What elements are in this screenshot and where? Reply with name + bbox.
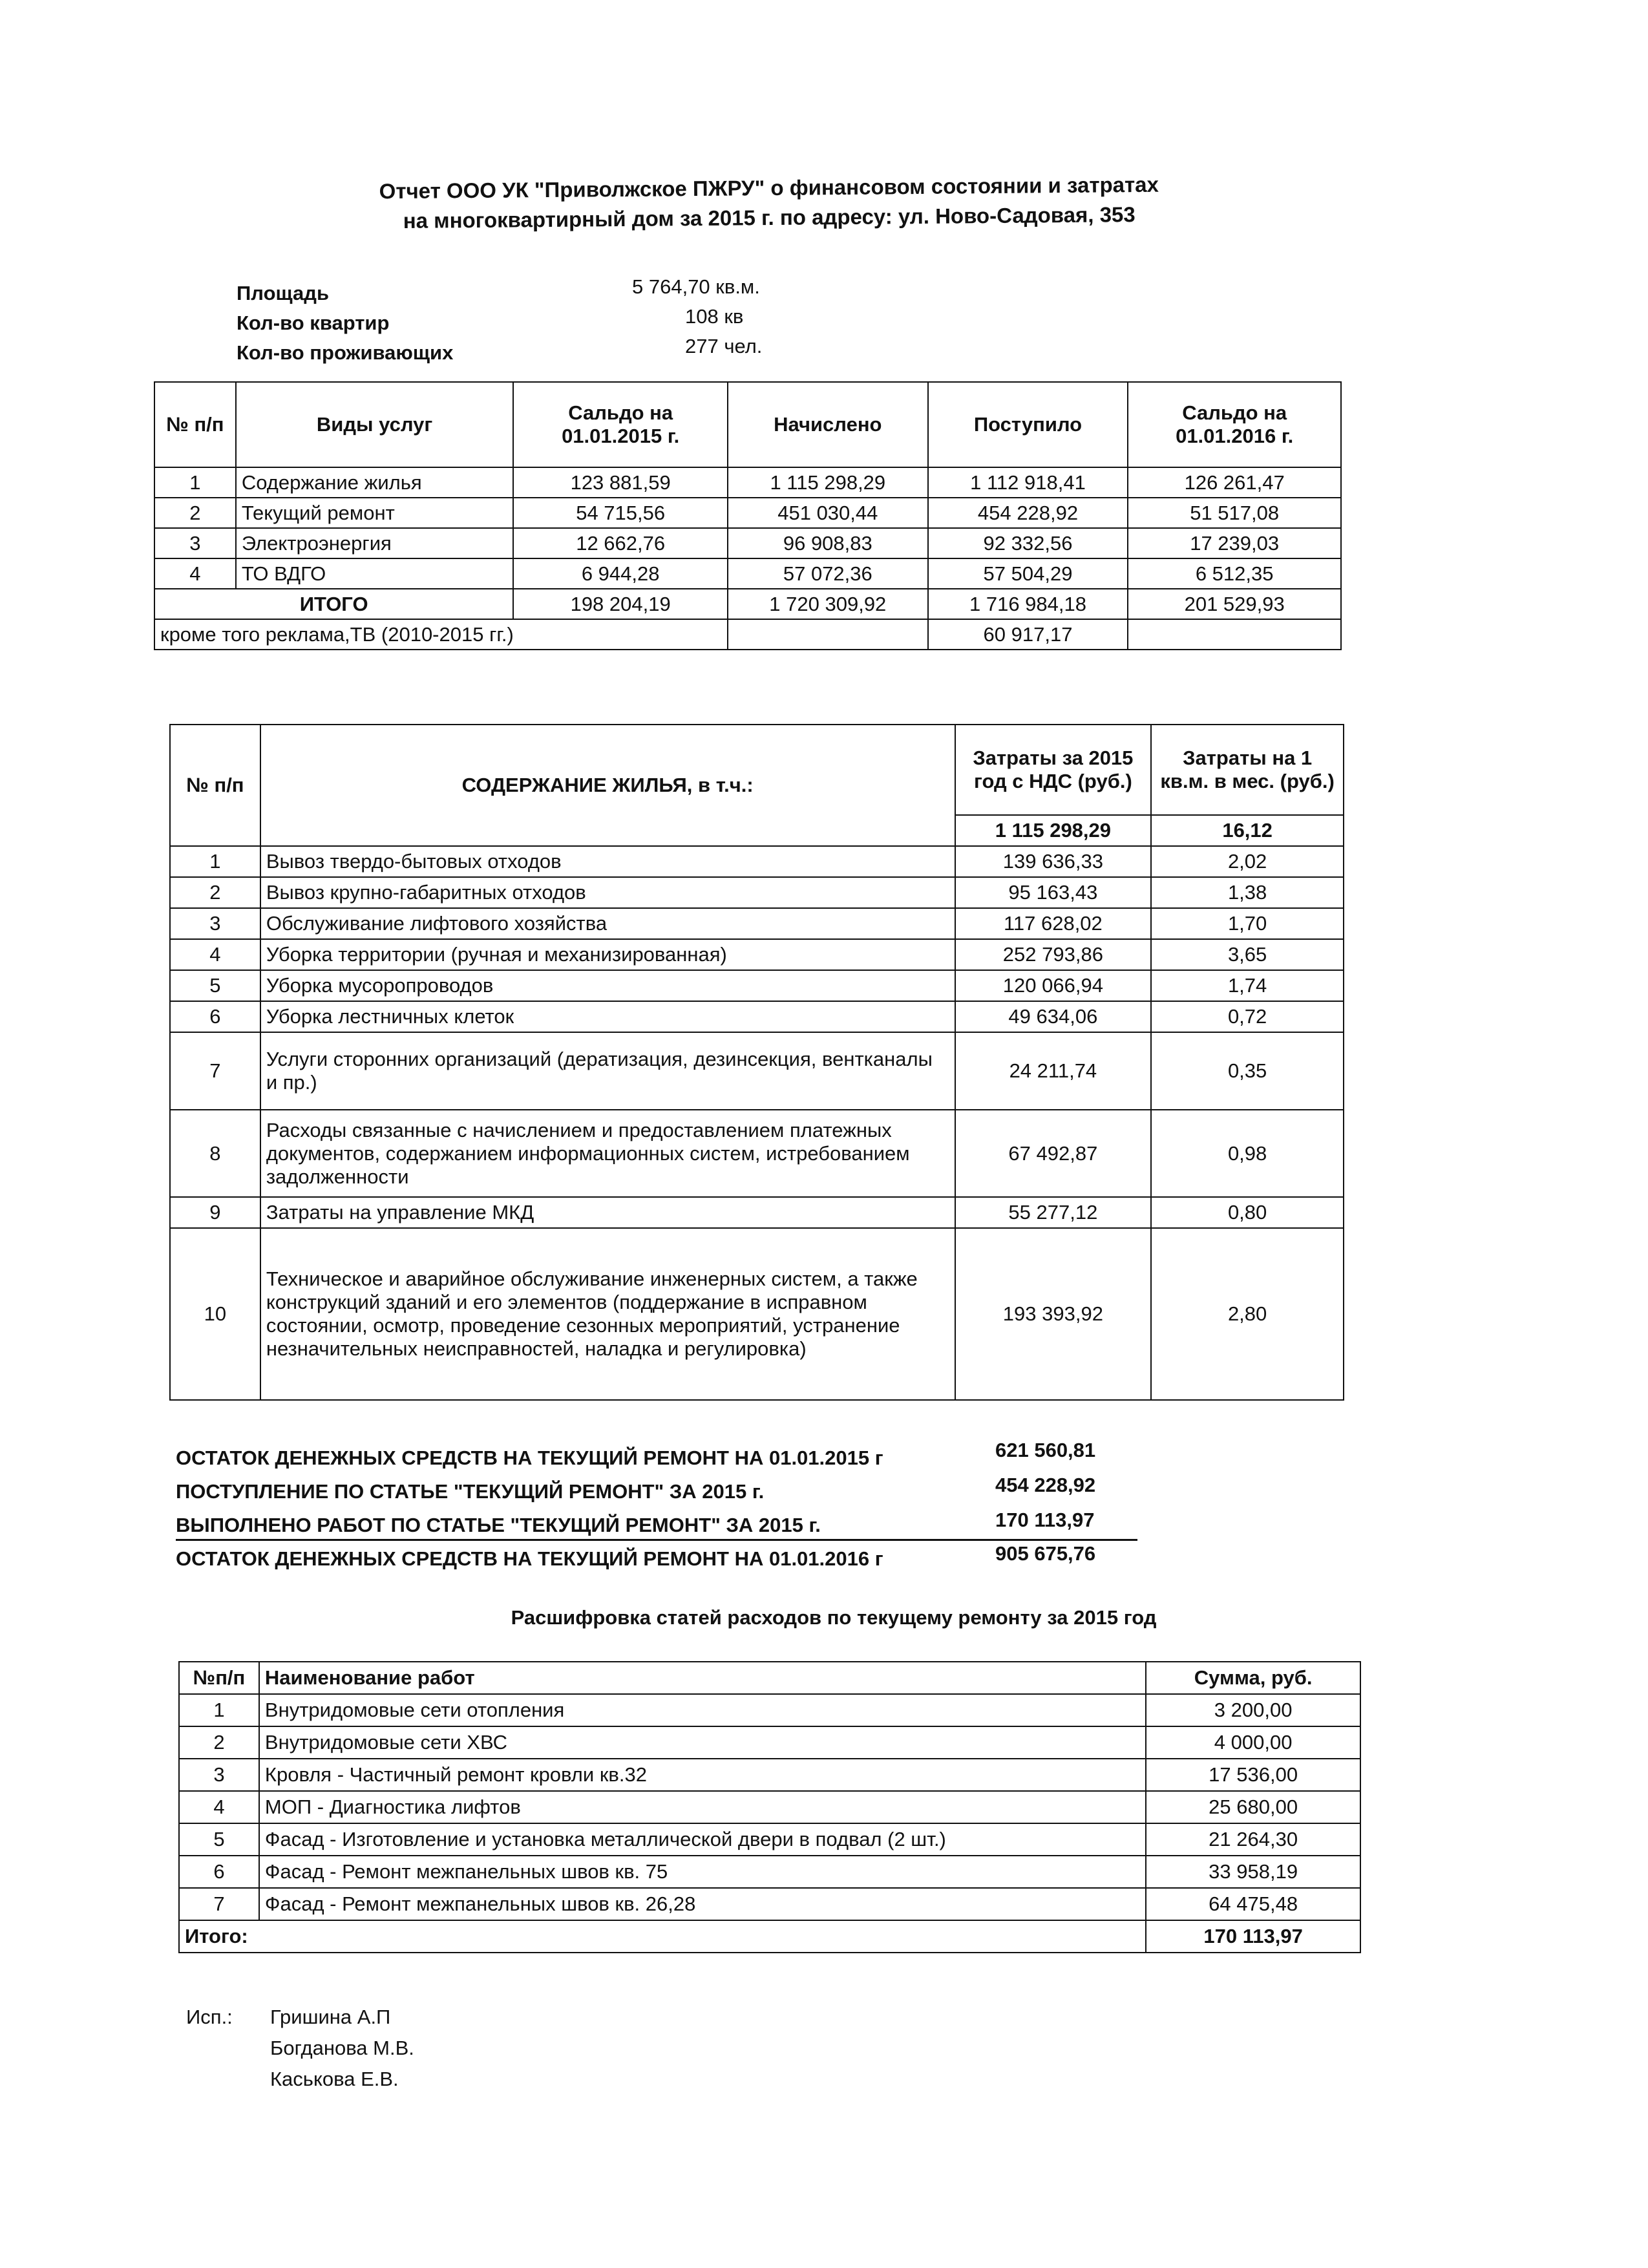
header-cell: Затраты за 2015 год с НДС (руб.) — [955, 725, 1152, 815]
item-cost: 120 066,94 — [955, 970, 1152, 1001]
header-cell: Виды услуг — [236, 382, 514, 467]
item-per-sqm: 1,70 — [1151, 908, 1344, 939]
header-cell: № п/п — [170, 725, 260, 846]
total-per-sqm: 16,12 — [1151, 815, 1344, 846]
saldo-start: 123 881,59 — [513, 467, 728, 498]
table-header-row — [154, 382, 1341, 467]
item-name: Услуги сторонних организаций (дератизация, дезинсекция, вентканалы и пр.) — [260, 1032, 955, 1110]
item-name: Уборка мусоропроводов — [260, 970, 955, 1001]
table-row — [154, 467, 1341, 498]
saldo-start: 6 944,28 — [513, 558, 728, 589]
row-number: 6 — [179, 1856, 259, 1888]
saldo-end: 51 517,08 — [1128, 498, 1341, 528]
total-row — [154, 589, 1341, 619]
item-cost: 193 393,92 — [955, 1228, 1152, 1400]
row-number: 2 — [179, 1726, 259, 1759]
table-row — [179, 1888, 1360, 1920]
total-row — [179, 1920, 1360, 1953]
report-title-line-2: на многоквартирный дом за 2015 г. по адресу: ул. Ново-Садовая, 353 — [403, 202, 1136, 233]
table-row — [154, 528, 1341, 558]
repair-fund-value: 905 675,76 — [995, 1542, 1096, 1565]
item-cost: 117 628,02 — [955, 908, 1152, 939]
received: 57 504,29 — [928, 558, 1128, 589]
row-number: 6 — [170, 1001, 260, 1032]
work-sum: 21 264,30 — [1146, 1823, 1360, 1856]
work-name: МОП - Диагностика лифтов — [259, 1791, 1146, 1823]
empty-cell — [1128, 619, 1341, 650]
item-per-sqm: 1,74 — [1151, 970, 1344, 1001]
work-sum: 17 536,00 — [1146, 1759, 1360, 1791]
charged: 96 908,83 — [728, 528, 928, 558]
header-cell: Сумма, руб. — [1146, 1662, 1360, 1694]
summary-table — [154, 381, 1342, 650]
item-cost: 24 211,74 — [955, 1032, 1152, 1110]
item-per-sqm: 2,80 — [1151, 1228, 1344, 1400]
row-number: 3 — [179, 1759, 259, 1791]
row-number: 2 — [170, 877, 260, 908]
header-cell: № п/п — [154, 382, 236, 467]
work-sum: 4 000,00 — [1146, 1726, 1360, 1759]
item-name: Вывоз крупно-габаритных отходов — [260, 877, 955, 908]
charged: 57 072,36 — [728, 558, 928, 589]
repairs-section-title: Расшифровка статей расходов по текущему ремонту за 2015 год — [511, 1606, 1157, 1629]
work-sum: 64 475,48 — [1146, 1888, 1360, 1920]
table-row — [170, 908, 1344, 939]
service-name: Текущий ремонт — [236, 498, 514, 528]
table-row — [154, 558, 1341, 589]
row-number: 3 — [154, 528, 236, 558]
row-number: 5 — [170, 970, 260, 1001]
table-row — [170, 846, 1344, 877]
divider — [176, 1539, 1137, 1541]
item-per-sqm: 2,02 — [1151, 846, 1344, 877]
row-number: 10 — [170, 1228, 260, 1400]
table-row — [170, 970, 1344, 1001]
executor-name: Богданова М.В. — [270, 2037, 414, 2059]
work-name: Фасад - Ремонт межпанельных швов кв. 26,28 — [259, 1888, 1146, 1920]
row-number: 3 — [170, 908, 260, 939]
work-sum: 3 200,00 — [1146, 1694, 1360, 1726]
total-label: ИТОГО — [154, 589, 513, 619]
saldo-end: 6 512,35 — [1128, 558, 1341, 589]
total-label: Итого: — [179, 1920, 1146, 1953]
item-cost: 67 492,87 — [955, 1110, 1152, 1197]
table-row — [179, 1726, 1360, 1759]
item-per-sqm: 0,35 — [1151, 1032, 1344, 1110]
table-row — [179, 1823, 1360, 1856]
repairs-table — [178, 1661, 1361, 1953]
work-sum: 25 680,00 — [1146, 1791, 1360, 1823]
row-number: 8 — [170, 1110, 260, 1197]
item-name: Техническое и аварийное обслуживание инженерных систем, а также конструкций зданий и его элементов (поддержание в исправном состоянии, осмотр, проведение сезонных мероприятий, устранение незначительных неисправностей, наладка и регулировка) — [260, 1228, 955, 1400]
row-number: 4 — [179, 1791, 259, 1823]
info-area-value: 5 764,70 кв.м. — [632, 275, 760, 298]
header-cell: Начислено — [728, 382, 928, 467]
work-name: Внутридомовые сети ХВС — [259, 1726, 1146, 1759]
report-title-line-1: Отчет ООО УК "Приволжское ПЖРУ" о финансовом состоянии и затратах — [379, 172, 1159, 204]
item-cost: 139 636,33 — [955, 846, 1152, 877]
info-residents-value: 277 чел. — [685, 335, 763, 357]
maintenance-table — [169, 724, 1344, 1401]
row-number: 1 — [154, 467, 236, 498]
item-cost: 95 163,43 — [955, 877, 1152, 908]
work-name: Внутридомовые сети отопления — [259, 1694, 1146, 1726]
repair-fund-label: ВЫПОЛНЕНО РАБОТ ПО СТАТЬЕ "ТЕКУЩИЙ РЕМОНТ" ЗА 2015 г. — [176, 1514, 821, 1536]
saldo-end: 126 261,47 — [1128, 467, 1341, 498]
work-name: Кровля - Частичный ремонт кровли кв.32 — [259, 1759, 1146, 1791]
item-per-sqm: 3,65 — [1151, 939, 1344, 970]
row-number: 5 — [179, 1823, 259, 1856]
executors-label: Исп.: — [186, 2006, 233, 2028]
repair-fund-value: 621 560,81 — [995, 1439, 1096, 1461]
table-row — [170, 1032, 1344, 1110]
service-name: ТО ВДГО — [236, 558, 514, 589]
saldo-start: 12 662,76 — [513, 528, 728, 558]
work-name: Фасад - Ремонт межпанельных швов кв. 75 — [259, 1856, 1146, 1888]
repair-fund-label: ОСТАТОК ДЕНЕЖНЫХ СРЕДСТВ НА ТЕКУЩИЙ РЕМОНТ НА 01.01.2015 г — [176, 1447, 883, 1469]
header-cell: Затраты на 1 кв.м. в мес. (руб.) — [1151, 725, 1344, 815]
item-name: Уборка территории (ручная и механизированная) — [260, 939, 955, 970]
empty-cell — [728, 619, 928, 650]
row-number: 7 — [170, 1032, 260, 1110]
work-sum: 33 958,19 — [1146, 1856, 1360, 1888]
item-cost: 55 277,12 — [955, 1197, 1152, 1228]
received: 92 332,56 — [928, 528, 1128, 558]
table-row — [170, 1228, 1344, 1400]
charged: 1 115 298,29 — [728, 467, 928, 498]
info-apartments-label: Кол-во квартир — [237, 312, 390, 334]
total-cost: 1 115 298,29 — [955, 815, 1152, 846]
header-cell: №п/п — [179, 1662, 259, 1694]
item-name: Затраты на управление МКД — [260, 1197, 955, 1228]
item-per-sqm: 0,72 — [1151, 1001, 1344, 1032]
executor-name: Гришина А.П — [270, 2006, 391, 2028]
table-row — [170, 939, 1344, 970]
received: 454 228,92 — [928, 498, 1128, 528]
table-header-row — [170, 725, 1344, 815]
table-header-row — [179, 1662, 1360, 1694]
item-cost: 49 634,06 — [955, 1001, 1152, 1032]
table-row — [170, 1110, 1344, 1197]
item-name: Обслуживание лифтового хозяйства — [260, 908, 955, 939]
row-number: 4 — [170, 939, 260, 970]
total-received: 1 716 984,18 — [928, 589, 1128, 619]
header-cell: Сальдо на 01.01.2015 г. — [513, 382, 728, 467]
service-name: Содержание жилья — [236, 467, 514, 498]
item-name: Вывоз твердо-бытовых отходов — [260, 846, 955, 877]
row-number: 4 — [154, 558, 236, 589]
row-number: 9 — [170, 1197, 260, 1228]
header-cell: Поступило — [928, 382, 1128, 467]
saldo-start: 54 715,56 — [513, 498, 728, 528]
total-saldo-end: 201 529,93 — [1128, 589, 1341, 619]
executor-name: Каськова Е.В. — [270, 2068, 399, 2090]
extra-received: 60 917,17 — [928, 619, 1128, 650]
item-per-sqm: 0,80 — [1151, 1197, 1344, 1228]
row-number: 1 — [170, 846, 260, 877]
report-title — [194, 168, 1345, 238]
item-name: Расходы связанные с начислением и предоставлением платежных документов, содержанием информационных систем, истребованием задолженности — [260, 1110, 955, 1197]
item-per-sqm: 1,38 — [1151, 877, 1344, 908]
info-apartments-value: 108 кв — [685, 305, 744, 328]
item-name: Уборка лестничных клеток — [260, 1001, 955, 1032]
table-row — [170, 1197, 1344, 1228]
extra-row — [154, 619, 1341, 650]
total-saldo-start: 198 204,19 — [513, 589, 728, 619]
table-row — [179, 1791, 1360, 1823]
header-cell: Сальдо на 01.01.2016 г. — [1128, 382, 1341, 467]
row-number: 1 — [179, 1694, 259, 1726]
table-row — [179, 1856, 1360, 1888]
total-charged: 1 720 309,92 — [728, 589, 928, 619]
item-cost: 252 793,86 — [955, 939, 1152, 970]
table-row — [170, 877, 1344, 908]
saldo-end: 17 239,03 — [1128, 528, 1341, 558]
received: 1 112 918,41 — [928, 467, 1128, 498]
repair-fund-label: ОСТАТОК ДЕНЕЖНЫХ СРЕДСТВ НА ТЕКУЩИЙ РЕМОНТ НА 01.01.2016 г — [176, 1547, 883, 1570]
header-cell: Наименование работ — [259, 1662, 1146, 1694]
total-sum: 170 113,97 — [1146, 1920, 1360, 1953]
row-number: 2 — [154, 498, 236, 528]
work-name: Фасад - Изготовление и установка металлической двери в подвал (2 шт.) — [259, 1823, 1146, 1856]
repair-fund-value: 170 113,97 — [995, 1509, 1095, 1531]
extra-label: кроме того реклама,ТВ (2010-2015 гг.) — [154, 619, 728, 650]
info-area-label: Площадь — [237, 282, 330, 304]
table-row — [154, 498, 1341, 528]
info-residents-label: Кол-во проживающих — [237, 341, 454, 364]
header-cell: СОДЕРЖАНИЕ ЖИЛЬЯ, в т.ч.: — [260, 725, 955, 846]
charged: 451 030,44 — [728, 498, 928, 528]
repair-fund-value: 454 228,92 — [995, 1474, 1096, 1496]
row-number: 7 — [179, 1888, 259, 1920]
table-row — [170, 1001, 1344, 1032]
item-per-sqm: 0,98 — [1151, 1110, 1344, 1197]
table-row — [179, 1694, 1360, 1726]
service-name: Электроэнергия — [236, 528, 514, 558]
repair-fund-label: ПОСТУПЛЕНИЕ ПО СТАТЬЕ "ТЕКУЩИЙ РЕМОНТ" ЗА 2015 г. — [176, 1480, 765, 1503]
table-row — [179, 1759, 1360, 1791]
